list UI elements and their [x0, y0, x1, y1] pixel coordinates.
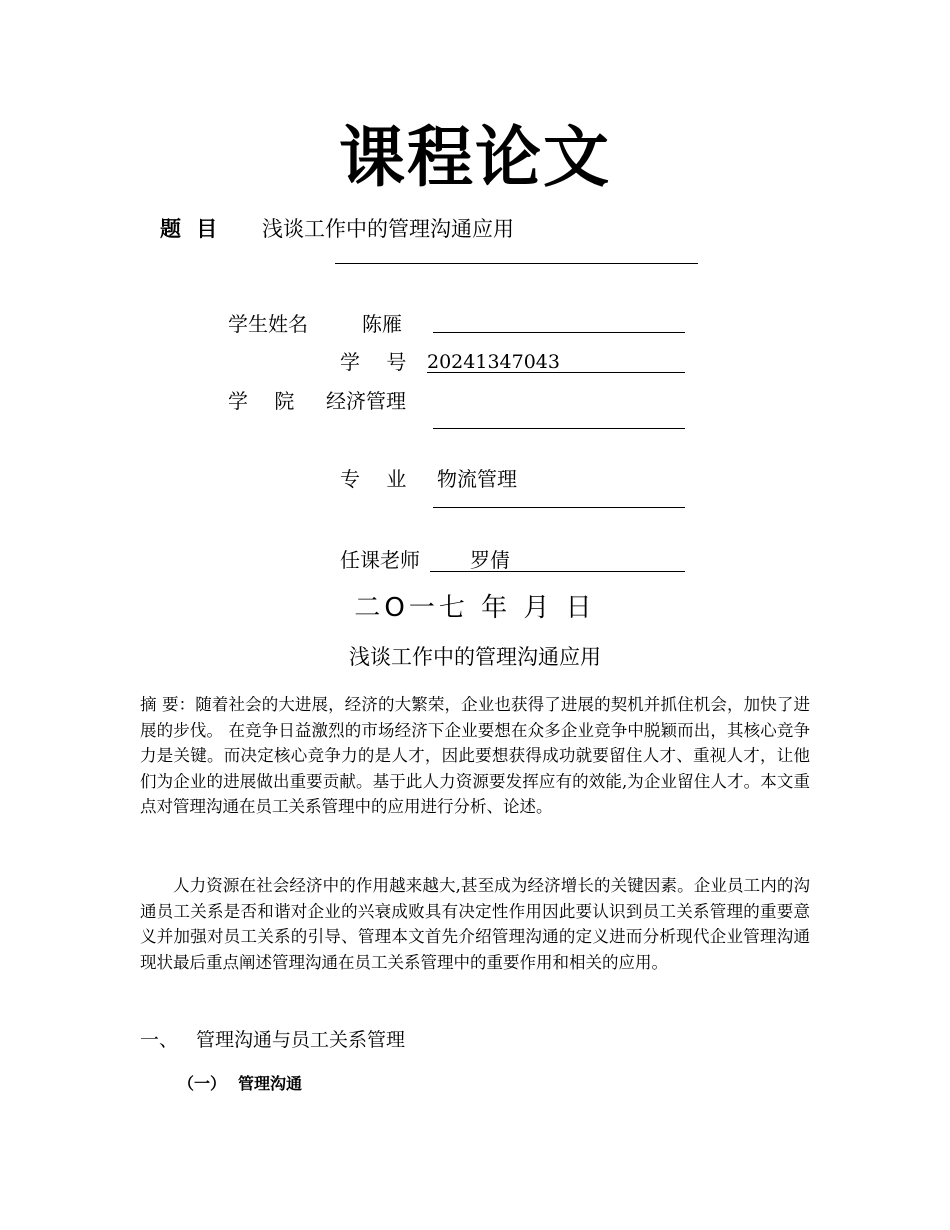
- major-value: 物流管理: [437, 467, 517, 491]
- subject-value: 浅谈工作中的管理沟通应用: [262, 217, 514, 241]
- college-label: 学 院: [228, 389, 305, 413]
- subsection-heading: [178, 1072, 302, 1096]
- student-id-underline: [427, 372, 685, 373]
- student-name-underline: [433, 332, 685, 333]
- subsection-title: 管理沟通: [238, 1074, 303, 1093]
- document-title: 课程论文: [339, 119, 611, 196]
- college-value: 经济管理: [326, 389, 406, 413]
- teacher-value: 罗倩: [470, 548, 510, 572]
- college-underline: [433, 428, 685, 429]
- date-line: 二O一七 年 月 日: [354, 593, 596, 623]
- section-title: 管理沟通与员工关系管理: [196, 1029, 406, 1051]
- subsection-number: （一）: [178, 1074, 227, 1093]
- section-number: 一、: [140, 1029, 179, 1051]
- subject-underline: [335, 263, 698, 264]
- major-label: 专 业: [340, 467, 417, 491]
- student-id-value: 20241347043: [427, 351, 560, 373]
- teacher-underline: [430, 571, 685, 572]
- intro-paragraph: 人力资源在社会经济中的作用越来越大,甚至成为经济增长的关键因素。企业员工内的沟通员工关系是否和谐对企业的兴衰成败具有决定性作用因此要认识到员工关系管理的重要意义并加强对员工关系的引导、管理本文首先介绍管理沟通的定义进而分析现代企业管理沟通现状最后重点阐述管理沟通在员工关系管理中的重要作用和相关的应用。: [140, 876, 810, 972]
- student-id-label: 学 号: [340, 350, 417, 374]
- abstract-paragraph: 摘 要：随着社会的大进展，经济的大繁荣，企业也获得了进展的契机并抓住机会，加快了进展的步伐。 在竞争日益激烈的市场经济下企业要想在众多企业竞争中脱颖而出，其核心竞争力是关键。而决定核心竞争力的是人才，因此要想获得成功就要留住人才、重视人才，让他们为企业的进展做出重要贡献。基于此人力资源要发挥应有的效能,为企业留住人才。本文重点对管理沟通在员工关系管理中的应用进行分析、论述。: [140, 695, 810, 817]
- teacher-label: 任课老师: [340, 548, 420, 572]
- section-heading: [140, 1026, 405, 1054]
- paper-title: 浅谈工作中的管理沟通应用: [349, 645, 601, 669]
- subject-label: 题 目: [160, 217, 222, 241]
- major-underline: [433, 507, 685, 508]
- student-name-value: 陈雁: [362, 312, 402, 336]
- student-name-label: 学生姓名: [228, 312, 308, 336]
